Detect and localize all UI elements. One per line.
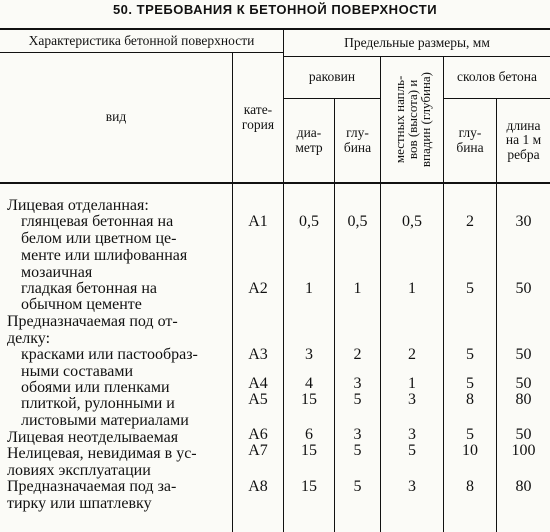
header-cavities: раковин [308, 69, 356, 85]
depth-cell: 5 [353, 478, 362, 495]
chip-length-cell: 50 [515, 280, 532, 297]
header-bumps-line1: местных напль- [391, 75, 407, 164]
surface-type-line: менте или шлифованная [21, 247, 188, 264]
depth-cell: 3 [353, 426, 362, 443]
surface-type-line: ловиях эксплуатации [7, 462, 151, 479]
surface-type-line: мозаичная [21, 264, 93, 281]
bumps-cell: 2 [408, 346, 416, 363]
chip-length-cell: 30 [515, 213, 532, 230]
header-bumps-line2: вов (высота) и [404, 79, 420, 160]
header-depth [335, 99, 380, 182]
category-cell: А4 [248, 375, 268, 392]
header-depth-line1: глу- [346, 125, 369, 141]
surface-type-line: Предназначаемая под за- [7, 478, 177, 495]
category-cell: А6 [248, 426, 268, 443]
category-cell: А8 [248, 478, 268, 495]
chip-length-cell: 50 [515, 346, 532, 363]
header-chip-depth [444, 99, 496, 182]
surface-type-line: белом или цветном це- [21, 230, 177, 247]
surface-type-line: ными составами [21, 363, 134, 380]
chip-length-cell: 50 [515, 375, 532, 392]
bumps-cell: 3 [408, 391, 416, 408]
header-chip-length-line3: ребра [507, 146, 540, 162]
chip-depth-cell: 10 [462, 442, 478, 459]
header-category [233, 53, 283, 182]
chip-depth-cell: 5 [466, 280, 474, 297]
diameter-cell: 15 [301, 391, 317, 408]
chip-depth-cell: 2 [466, 213, 474, 230]
header-category-line1: кате- [243, 102, 273, 118]
header-chip-length [497, 99, 550, 182]
chip-depth-cell: 5 [466, 426, 474, 443]
surface-type-line: обычном цементе [21, 296, 142, 313]
header-chip-length-line2: на 1 м [505, 132, 542, 148]
bumps-cell: 5 [408, 442, 416, 459]
diameter-cell: 0,5 [299, 213, 319, 230]
surface-type-line: обоями или пленками [21, 379, 170, 396]
bumps-cell: 0,5 [402, 213, 422, 230]
category-cell: А3 [248, 346, 268, 363]
header-kind: вид [105, 109, 127, 125]
diameter-cell: 15 [301, 442, 317, 459]
surface-type-line: Нелицевая, невидимая в ус- [7, 445, 197, 462]
header-depth-line2: бина [343, 139, 372, 155]
category-cell: А7 [248, 442, 268, 459]
surface-type-line: гладкая бетонная на [21, 280, 158, 297]
chip-depth-cell: 5 [466, 346, 474, 363]
header-bumps [381, 57, 443, 182]
depth-cell: 2 [353, 346, 362, 363]
bumps-cell: 3 [408, 478, 416, 495]
surface-type-line: плиткой, рулонными и [21, 395, 175, 412]
depth-cell: 0,5 [347, 213, 368, 230]
diameter-cell: 15 [301, 478, 317, 495]
chip-depth-cell: 5 [466, 375, 474, 392]
diameter-cell: 4 [305, 375, 313, 392]
surface-type-line: красками или пастообраз- [21, 346, 198, 363]
depth-cell: 1 [353, 280, 362, 297]
category-cell: А5 [248, 391, 268, 408]
header-chips: сколов бетона [456, 69, 538, 85]
chip-length-cell: 80 [515, 391, 532, 408]
bumps-cell: 1 [408, 375, 416, 392]
diameter-cell: 1 [305, 280, 313, 297]
surface-type-line: Лицевая неотделываемая [7, 429, 179, 446]
chip-depth-cell: 8 [466, 478, 474, 495]
header-bumps-line3: впадин (глубина) [417, 71, 433, 168]
bumps-cell: 3 [408, 426, 416, 443]
depth-cell: 5 [353, 391, 362, 408]
header-diameter-line2: метр [295, 139, 323, 155]
surface-type-line: глянцевая бетонная на [21, 213, 174, 230]
header-category-line2: гория [241, 116, 275, 132]
surface-type-line: Лицевая отделанная: [7, 197, 149, 214]
header-limits: Предельные размеры, мм [344, 34, 490, 50]
header-chip-depth-line1: глу- [458, 125, 482, 141]
surface-type-line: делку: [7, 330, 51, 347]
surface-type-line: Предназначаемая под от- [7, 313, 178, 330]
category-cell: А2 [248, 280, 268, 297]
chip-length-cell: 100 [511, 442, 536, 459]
surface-type-line: тирку или шпатлевку [7, 495, 152, 512]
chip-depth-cell: 8 [466, 391, 474, 408]
chip-length-cell: 50 [515, 426, 532, 443]
header-chip-length-line1: длина [506, 118, 541, 134]
diameter-cell: 6 [305, 426, 313, 443]
depth-cell: 5 [353, 442, 362, 459]
header-bottom-rule [0, 182, 550, 184]
header-diameter [284, 99, 334, 182]
header-characteristic: Характеристика бетонной поверхности [28, 32, 255, 48]
diameter-cell: 3 [305, 346, 313, 363]
category-cell: А1 [248, 213, 268, 230]
header-diameter-line1: диа- [296, 125, 322, 141]
table-title: 50. ТРЕБОВАНИЯ К БЕТОННОЙ ПОВЕРХНОСТИ [112, 2, 438, 17]
surface-type-line: листовыми материалами [21, 412, 189, 429]
depth-cell: 3 [353, 375, 362, 392]
header-chip-depth-line2: бина [456, 139, 484, 155]
chip-length-cell: 80 [515, 478, 532, 495]
bumps-cell: 1 [408, 280, 416, 297]
